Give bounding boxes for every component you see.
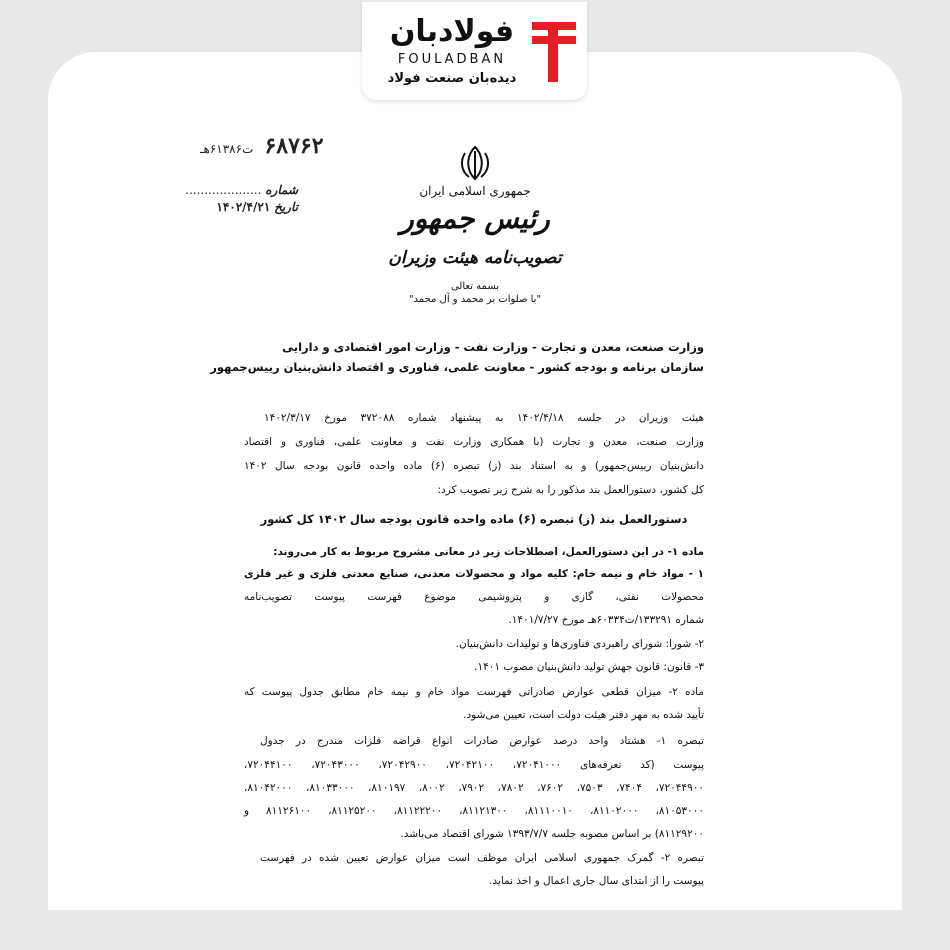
note1-line: ۸۱۱۲۹۲۰۰) بر اساس مصوبه جلسه ۱۳۹۳/۷/۷ شورای اقتصاد می‌باشد. (400, 828, 704, 840)
article1-item1-line: شماره ۱۳۳۲۹۱/ت۶۰۳۳۴هـ مورخ ۱۴۰۱/۷/۲۷. (508, 614, 704, 626)
recipients-line: وزارت صنعت، معدن و تجارت - وزارت نفت - وزارت امور اقتصادی و دارایی (282, 340, 704, 354)
fouladban-logo[interactable] (362, 2, 587, 100)
article1-item2: ۲- شورا: شورای راهبردی فناوری‌ها و تولیدات دانش‌بنیان. (455, 638, 704, 650)
logo-tagline: دیده‌بان صنعت فولاد (387, 71, 517, 86)
reference-code: ت۶۱۳۸۶هـ (200, 142, 254, 156)
logo-name-en: FOULADBAN (397, 52, 507, 67)
recipients-line: سازمان برنامه و بودجه کشور - معاونت علمی، فناوری و اقتصاد دانش‌بنیان رییس‌جمهور (210, 360, 704, 374)
article1-item3: ۳- قانون: قانون جهش تولید دانش‌بنیان مصوب ۱۴۰۱. (474, 661, 704, 673)
intro-line: هیئت وزیران در جلسه ۱۴۰۲/۴/۱۸ به پیشنهاد شماره ۳۷۲۰۸۸ مورخ ۱۴۰۲/۳/۱۷ (264, 412, 705, 424)
reference-number (200, 133, 324, 159)
article2-line: ماده ۲- میزان قطعی عوارض صادراتی فهرست مواد خام و نیمه خام مطابق جدول پیوست که (244, 686, 704, 698)
number-value: .................... (185, 183, 262, 197)
note1-line: ۸۱۰۵۳۰۰۰، ۸۱۱۰۲۰۰۰، ۸۱۱۱۰۰۱۰، ۸۱۱۲۱۳۰۰، ۸۱۱۲۲۲۰۰، ۸۱۱۲۵۲۰۰، ۸۱۱۲۶۱۰۰ و (244, 805, 704, 817)
note2-line: تبصره ۲- گمرک جمهوری اسلامی ایران موظف است میزان عوارض تعیین شده در فهرست (260, 852, 704, 864)
republic-title: جمهوری اسلامی ایران (419, 184, 531, 198)
cabinet-title: تصویب‌نامه هیئت وزیران (388, 248, 562, 268)
fouladban-mark-icon (532, 22, 576, 82)
president-title: رئیس جمهور (400, 202, 550, 235)
date-value: ۱۴۰۲/۴/۲۱ (216, 200, 271, 214)
number-label: شماره (265, 183, 298, 197)
article1-item1-line: محصولات نفتی، گازی و پتروشیمی موضوع فهرست پیوست تصویب‌نامه (244, 591, 704, 603)
instruction-title: دستورالعمل بند (ز) تبصره (۶) ماده واحده قانون بودجه سال ۱۴۰۲ کل کشور (260, 512, 688, 526)
reference-number-value: ۶۸۷۶۲ (264, 133, 324, 159)
basmala: بسمه تعالی (450, 281, 500, 292)
intro-line: کل کشور، دستورالعمل بند مذکور را به شرح زیر تصویب کرد: (437, 484, 704, 496)
note2-line: پیوست را از ابتدای سال جاری اعمال و اخذ نماید. (489, 875, 704, 887)
date-label: تاریخ (274, 200, 298, 214)
note1-line: پیوست (کد تعرفه‌های ۷۲۰۴۱۰۰۰، ۷۲۰۴۲۱۰۰، ۷۲۰۴۲۹۰۰، ۷۲۰۴۳۰۰۰، ۷۲۰۴۴۱۰۰، (244, 759, 704, 771)
iran-emblem-icon (455, 143, 495, 183)
intro-line: دانش‌بنیان رییس‌جمهور) و به استناد بند (ز) تبصره (۶) ماده واحده قانون بودجه سال ۱۴۰۲ (244, 460, 704, 472)
logo-name-fa: فولادبان (389, 14, 515, 49)
note1-line: تبصره ۱- هشتاد واحد درصد عوارض صادرات انواع قراضه فلزات مندرج در جدول (260, 735, 704, 747)
article1-item1-line: ۱ - مواد خام و نیمه خام: کلیه مواد و محصولات معدنی، صنایع معدنی فلزی و غیر فلزی (244, 568, 704, 580)
intro-line: وزارت صنعت، معدن و تجارت (با همکاری وزارت نفت و معاونت علمی، فناوری و اقتصاد (244, 436, 704, 448)
article1-heading: ماده ۱- در این دستورالعمل، اصطلاحات زیر در معانی مشروح مربوط به کار می‌روند: (273, 546, 704, 558)
note1-line: ۷۲۰۴۴۹۰۰، ۷۴۰۴، ۷۵۰۳، ۷۶۰۲، ۷۸۰۲، ۷۹۰۲، ۸۰۰۲، ۸۱۰۱۹۷، ۸۱۰۳۳۰۰۰، ۸۱۰۴۲۰۰۰، (244, 782, 704, 794)
salawat: "با صلوات بر محمد و آل محمد" (408, 294, 542, 305)
article2-line: تأیید شده به مهر دفتر هیئت دولت است، تعیین می‌شود. (463, 709, 704, 721)
